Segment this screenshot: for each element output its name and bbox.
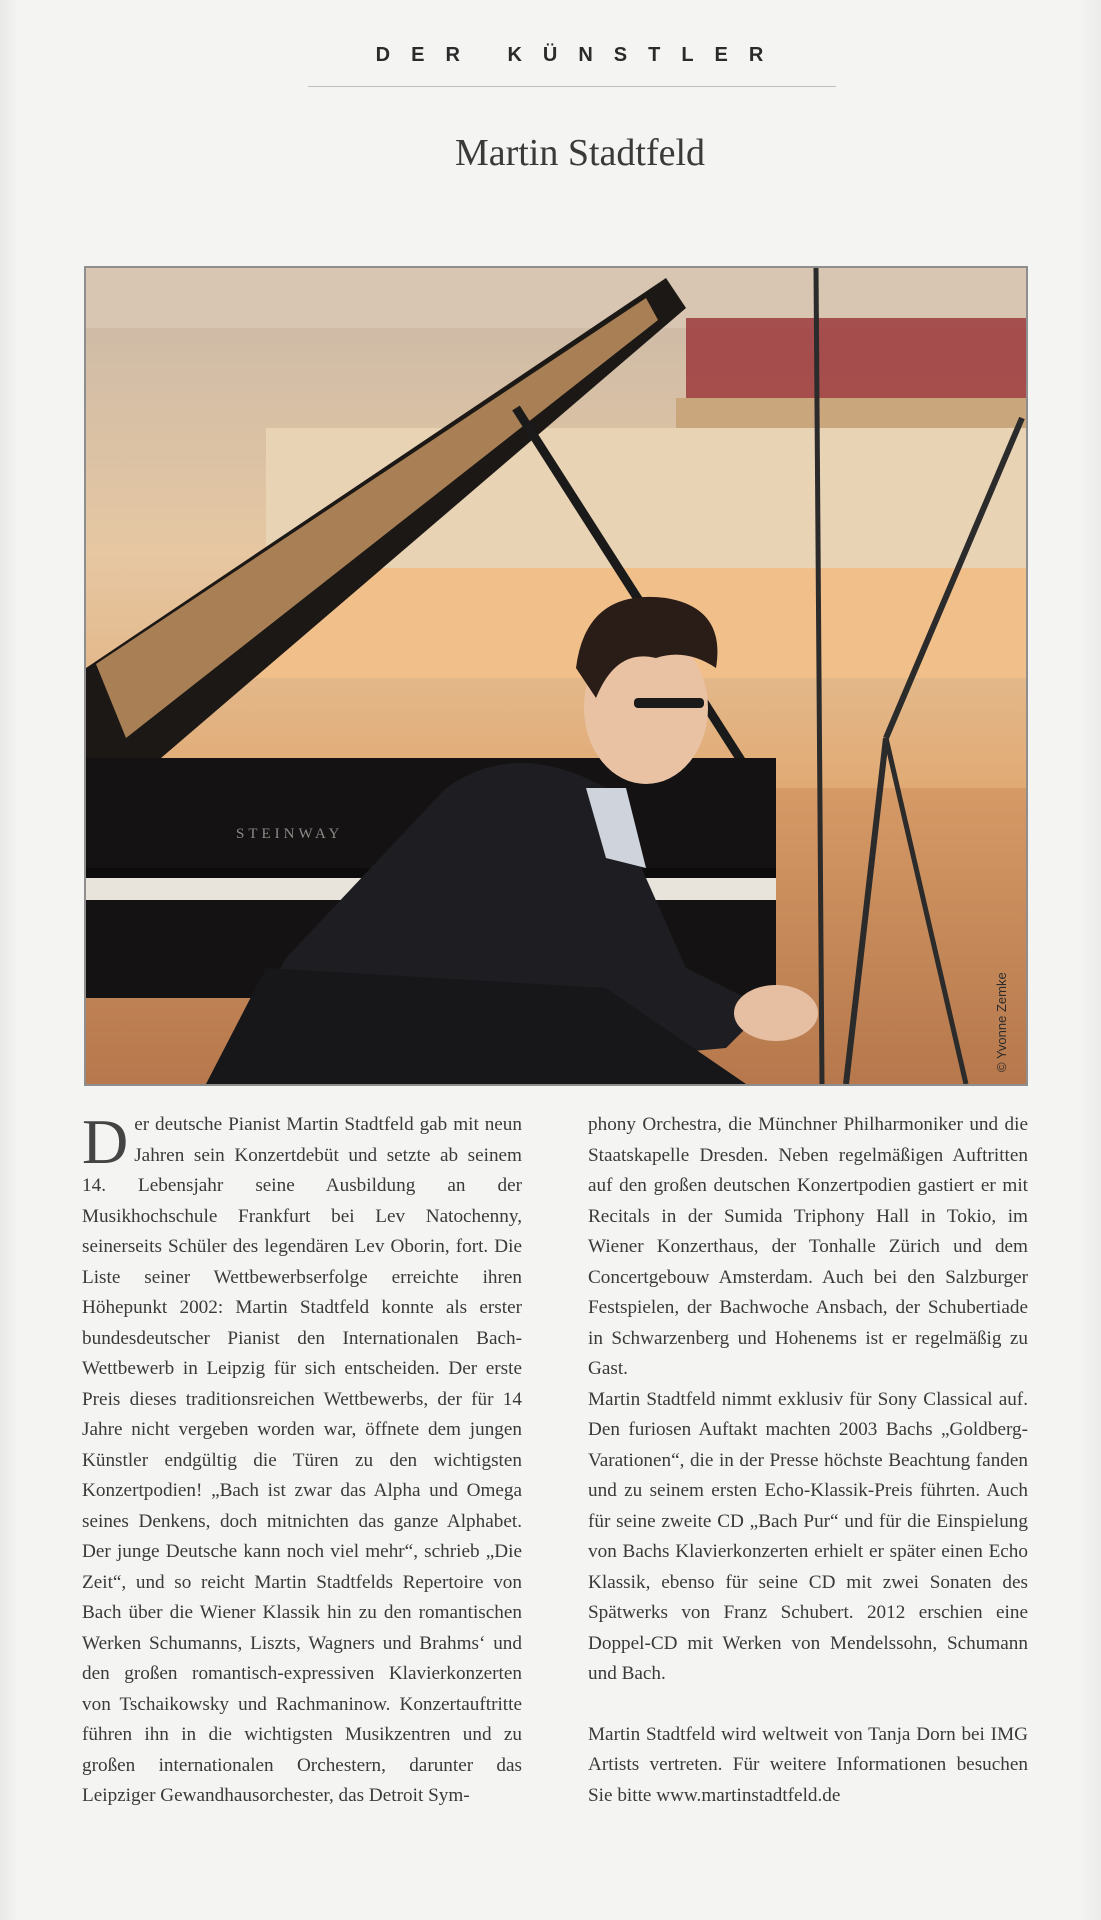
page-title: Martin Stadtfeld [454,132,706,175]
article-paragraph: phony Orchestra, die Münchner Philharmoniker und die Staatskapelle Dresden. Neben regelmäßigen Auftritten auf den großen deutschen Konzertpodien gastiert er mit Recitals in der Sumida Triphony Hall in Tokio, im Wiener Konzerthaus, der Tonhalle Zürich und dem Concertgebouw Amsterdam. Auch bei den Salzburger Festspielen, der Bachwoche Ansbach, der Schubertiade in Schwarzenberg und Hohenems ist er regelmäßig zu Gast. [588,1114,1028,1379]
piano-brand-label: STEINWAY [236,826,344,842]
article-right-column [588,1110,1028,1811]
drop-cap: D [82,1106,129,1177]
paragraph-spacer [588,1690,1028,1720]
paragraph-text: er deutsche Pianist Martin Stadtfeld gab mit neun Jahren sein Konzertdebüt und setzte ab seinem 14. Lebensjahr seine Ausbildung an der Musikhochschule Frankfurt bei Lev Natochenny, seinerseits Schüler des legendären Lev Oborin, fort. Die Liste seiner Wettbewerbserfolge erreichte ihren Höhepunkt 2002: Martin Stadtfeld konnte als erster bundesdeutscher Pianist den Internationalen Bach-Wettbewerb in Leipzig für sich entscheiden. Der erste Preis dieses traditionsreichen Wettbewerbs, der für 14 Jahre nicht vergeben worden war, öffnete dem jungen Künstler endgültig die Türen zu den wichtigsten Konzertpodien! „Bach ist zwar das Alpha und Omega seines Denkens, doch mitnichten das ganze Alphabet. Der junge Deutsche kann noch viel mehr“, schrieb „Die Zeit“, und so reicht Martin Stadtfelds Repertoire von Bach über die Wiener Klassik hin zu den romantischen Werken Schumanns, Liszts, Wagners und Brahms‘ und den großen romantisch-expressiven Klavierkonzerten von Tschaikowsky und Rachmaninow. Konzertauftritte führen ihn in die wichtigsten Musikzentren und zu großen internationalen Orchestern, darunter das Leipziger Gewandhausorchester, das Detroit Sym- [82,1114,522,1806]
section-label: DER KÜNSTLER [375,44,785,66]
article-paragraph: Martin Stadtfeld wird weltweit von Tanja Dorn bei IMG Artists vertreten. Für weitere Informationen besuchen Sie bitte www.martinstadtfeld.de [588,1723,1028,1806]
photo-credit: © Yvonne Zemke [994,972,1009,1072]
artist-photo [84,266,1028,1086]
divider [308,86,836,87]
article-paragraph: Martin Stadtfeld nimmt exklusiv für Sony Classical auf. Den furiosen Auftakt machten 2003 Bachs „Goldberg-Varationen“, die in der Presse höchste Beachtung fanden und zu seinem ersten Echo-Klassik-Preis führten. Auch für seine zweite CD „Bach Pur“ und für die Einspielung von Bachs Klavierkonzerten erhielt er später einen Echo Klassik, ebenso für seine CD mit zwei Sonaten des Spätwerks von Franz Schubert. 2012 erschien eine Doppel-CD mit Werken von Mendelssohn, Schumann und Bach. [588,1388,1028,1684]
pianist-illustration [86,268,1026,1084]
article-left-column [82,1106,522,1812]
article-paragraph [82,1106,522,1812]
